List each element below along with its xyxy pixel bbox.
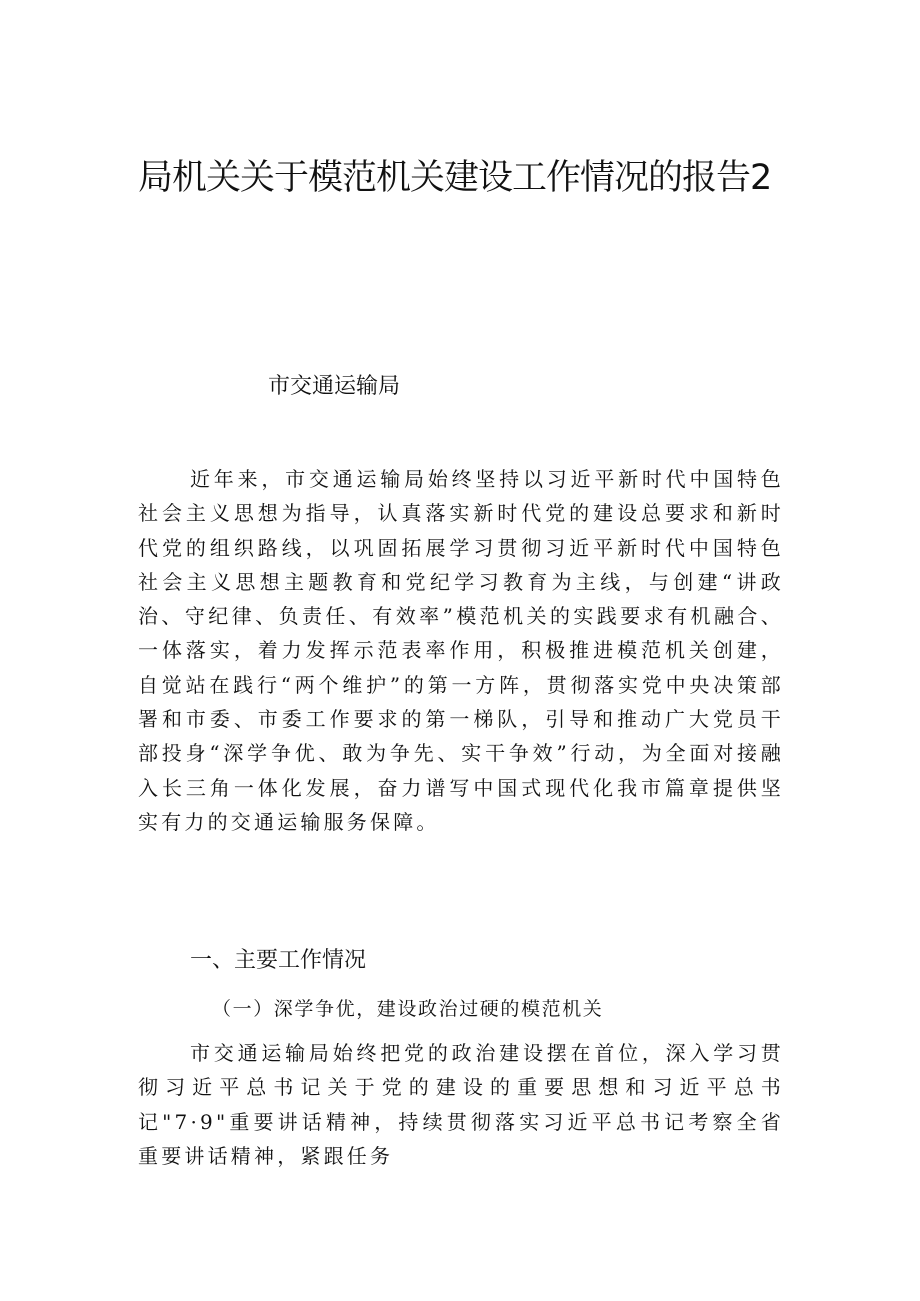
subsection-heading: （一）深学争优，建设政治过硬的模范机关: [212, 998, 604, 1020]
document-title: 局机关关于模范机关建设工作情况的报告2: [138, 158, 772, 198]
document-author: 市交通运输局: [268, 374, 401, 399]
subsection-paragraph: 市交通运输局始终把党的政治建设摆在首位，深入学习贯彻习近平总书记关于党的建设的重要思想和习近平总书记"7·9"重要讲话精神，持续贯彻落实习近平总书记考察全省重要讲话精神，紧跟任务: [138, 1041, 784, 1168]
section-heading: 一、主要工作情况: [190, 948, 367, 973]
intro-paragraph: 近年来，市交通运输局始终坚持以习近平新时代中国特色社会主义思想为指导，认真落实新时代党的建设总要求和新时代党的组织路线，以巩固拓展学习贯彻习近平新时代中国特色社会主义思想主题教育和党纪学习教育为主线，与创建“讲政治、守纪律、负责任、有效率”模范机关的实践要求有机融合、一体落实，着力发挥示范表率作用，积极推进模范机关创建，自觉站在践行“两个维护”的第一方阵，贯彻落实党中央决策部署和市委、市委工作要求的第一梯队，引导和推动广大党员干部投身“深学争优、敢为争先、实干争效”行动，为全面对接融入长三角一体化发展，奋力谱写中国式现代化我市篇章提供坚实有力的交通运输服务保障。: [138, 467, 784, 834]
